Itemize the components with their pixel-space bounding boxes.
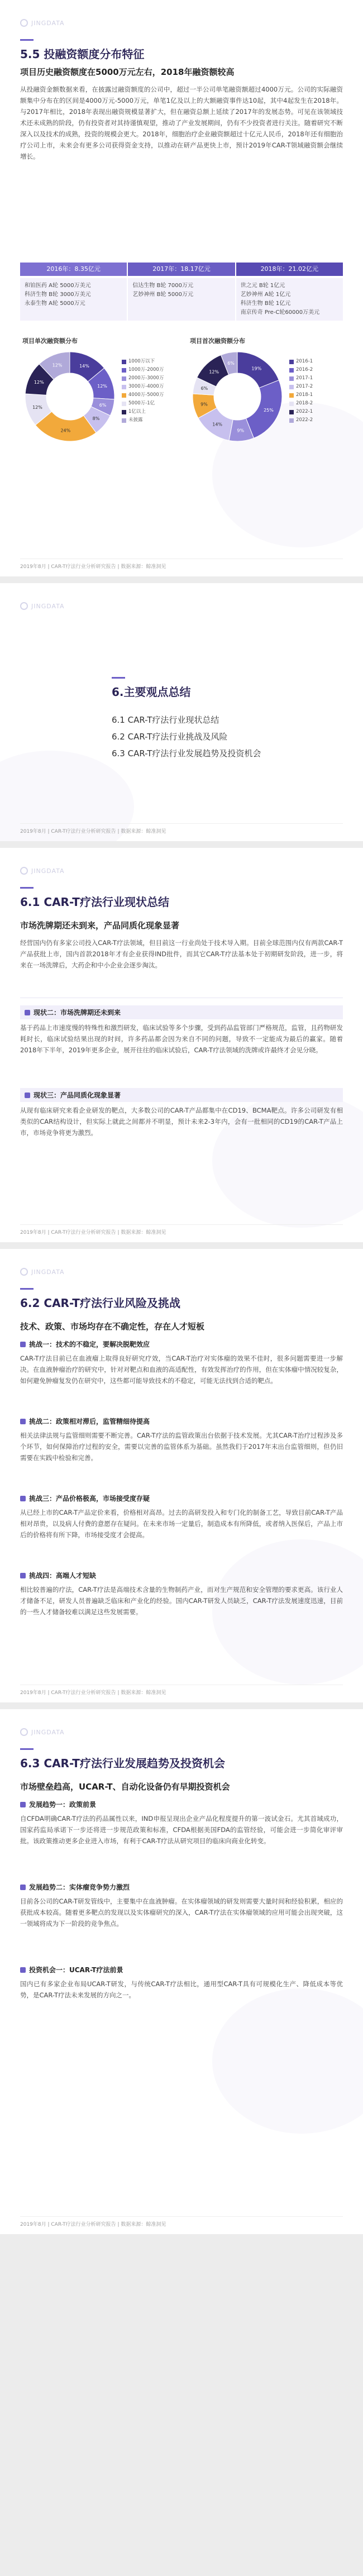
subsection-label: 发展趋势二：实体瘤竞争势力激烈 <box>29 1883 130 1891</box>
timeline-entry: 艺妙神州 A轮 1亿元 <box>240 292 291 298</box>
bullet-icon <box>20 1967 26 1973</box>
legend-swatch <box>289 385 294 389</box>
section-lead: 市场壁垒趋高，UCAR-T、自动化设备仍有早期投资机会 <box>20 1782 230 1792</box>
timeline-col-2017 <box>128 278 235 321</box>
page-footer: 2019年8月 | CAR-T疗法行业分析研究报告 | 数据来源：鲸准洞见 <box>20 1224 343 1235</box>
legend-item <box>289 357 313 366</box>
pie-data-label: 14% <box>212 422 223 427</box>
legend-item <box>122 391 164 399</box>
logo-icon <box>20 19 28 27</box>
bullet-icon <box>20 1885 26 1890</box>
subsection-paragraph: CAR-T疗法目前已在血液瘤上取得良好研究疗效，当CAR-T治疗对实体瘤的效果不佳时，很多问题需要进一步解决。在血液肿瘤治疗的研究中，针对对靶点和血液的高适配性，有效发挥治疗的作用，但在实体瘤中情况较复杂，如何避免肿瘤复发仍在研究中，这些都可能导致技术的不稳定，可能无法找到合适的靶点。 <box>20 1354 343 1385</box>
subsection-label: 发展趋势一：政策前景 <box>29 1801 97 1809</box>
pie-data-label: 19% <box>251 366 262 371</box>
legend-item <box>122 408 164 416</box>
legend-label: 2017-2 <box>296 384 313 389</box>
pie-data-label: 12% <box>52 362 63 368</box>
legend-swatch <box>289 410 294 414</box>
subsection-label: 挑战二：政策相对滞后，监管精细待提高 <box>29 1418 150 1425</box>
page-separator <box>0 841 363 848</box>
page-footer: 2019年8月 | CAR-T疗法行业分析研究报告 | 数据来源：鲸准洞见 <box>20 1685 343 1696</box>
legend-item <box>289 408 313 416</box>
subsection-title <box>20 1882 343 1892</box>
page-summary-toc <box>0 583 363 841</box>
legend-item <box>289 366 313 374</box>
legend-swatch <box>289 418 294 423</box>
timeline-entry: 信达生物 B轮 7000万元 <box>132 283 193 289</box>
legend-item <box>122 399 164 408</box>
legend-swatch <box>122 410 126 414</box>
legend-item <box>289 374 313 383</box>
watermark-text: JINGDATA <box>31 602 65 610</box>
section-title: 6.3 CAR-T疗法行业发展趋势及投资机会 <box>20 1748 225 1771</box>
toc-title: 6.主要观点总结 <box>112 677 191 699</box>
subsection-label: 现状三：产品同质化现象显著 <box>34 1091 121 1099</box>
legend-label: 2018-2 <box>296 400 313 406</box>
legend-item <box>122 416 164 424</box>
timeline-entry: 永泰生物 A轮 5000万元 <box>25 300 85 307</box>
watermark-logo <box>20 602 65 610</box>
page-footer: 2019年8月 | CAR-T疗法行业分析研究报告 | 数据来源：鲸准洞见 <box>20 2216 343 2227</box>
bullet-icon <box>25 1093 30 1098</box>
page-footer: 2019年8月 | CAR-T疗法行业分析研究报告 | 数据来源：鲸准洞见 <box>20 559 343 570</box>
timeline-entry: 南京传奇 Pre-C轮60000万美元 <box>240 309 320 316</box>
watermark-logo <box>20 1268 65 1276</box>
pie-data-label: 24% <box>60 428 71 433</box>
legend-swatch <box>289 402 294 406</box>
subsection-title <box>20 1800 343 1809</box>
timeline-entry: 艺妙神州 B轮 5000万元 <box>132 292 193 298</box>
legend-swatch <box>289 368 294 373</box>
watermark-text: JINGDATA <box>31 19 65 27</box>
pie-data-label: 8% <box>92 416 100 421</box>
pie-data-label: 9% <box>237 428 245 433</box>
section-title: 6.1 CAR-T疗法行业现状总结 <box>20 887 169 909</box>
section-lead: 项目历史融资额度在5000万元左右，2018年融资额较高 <box>20 67 235 77</box>
pie-data-label: 6% <box>99 403 107 408</box>
pie-data-label: 12% <box>209 369 219 375</box>
section-lead: 技术、政策、市场均存在不确定性，存在人才短板 <box>20 1322 205 1332</box>
timeline-entry: 和铂医药 A轮 5000万美元 <box>25 283 91 289</box>
page-separator <box>0 1702 363 1709</box>
pie-data-label: 14% <box>79 363 89 369</box>
section-lead: 市场洗牌期还未到来，产品同质化现象显著 <box>20 920 180 931</box>
subsection-label: 投资机会一：UCAR-T疗法前景 <box>29 1966 123 1974</box>
page-separator <box>0 1242 363 1249</box>
page-industry-status <box>0 848 363 1242</box>
subsection-title <box>20 1416 343 1426</box>
pie-chart-single-financing <box>22 349 117 444</box>
subsection-title <box>20 1571 343 1580</box>
subsection-paragraph: 自CFDA明确CAR-T疗法的药品属性以来，IND申报呈现出企业产品化程度提升的第一波试金石。尤其首域成功，国家药监局承诺下一步还将进一步规范政策和标准，CFDA根据美国FDA的监管经验，可能会进一步简化审评审批。该政策推动更多企业进入市场，有利于CAR-T疗法从研究项目的临床向商业化转变。 <box>20 1815 343 1845</box>
watermark-logo <box>20 19 65 27</box>
pie-data-label: 25% <box>264 408 274 413</box>
subsection-title <box>20 1339 343 1349</box>
chart2-legend <box>289 357 313 424</box>
logo-icon <box>20 867 28 875</box>
page-trends-opportunities <box>0 1709 363 2234</box>
legend-item <box>122 383 164 391</box>
whale-watermark <box>212 1988 363 2134</box>
legend-item <box>289 399 313 408</box>
subsection-label: 现状二：市场洗牌期还未到来 <box>34 1009 121 1017</box>
legend-swatch <box>122 360 126 364</box>
pie-data-label: 6% <box>227 361 235 366</box>
chart1-title: 项目单次融资额分布 <box>22 337 78 345</box>
legend-swatch <box>122 393 126 398</box>
legend-label: 2017-1 <box>296 375 313 381</box>
watermark-logo <box>20 1728 65 1736</box>
legend-label: 3000万-4000万 <box>128 384 164 389</box>
subsection-title <box>20 1005 343 1019</box>
subsection-label: 挑战四：高端人才短缺 <box>29 1572 97 1580</box>
legend-swatch <box>122 402 126 406</box>
subsection-label: 挑战一：技术的不稳定，要解决脱靶效应 <box>29 1341 150 1348</box>
legend-swatch <box>122 368 126 373</box>
pie-data-label: 9% <box>200 402 208 407</box>
legend-label: 2016-2 <box>296 367 313 373</box>
legend-label: 2018-1 <box>296 392 313 398</box>
legend-item <box>122 374 164 383</box>
legend-label: 2022-2 <box>296 417 313 423</box>
legend-swatch <box>122 385 126 389</box>
legend-item <box>289 383 313 391</box>
section-title: 5.5 投融资额度分布特征 <box>20 39 144 61</box>
legend-swatch <box>122 376 126 381</box>
chart1-legend <box>122 357 164 424</box>
legend-item <box>289 416 313 424</box>
timeline-year-2018: 2018年：21.02亿元 <box>236 263 343 276</box>
page-separator <box>0 576 363 583</box>
subsection-title <box>20 1965 343 1974</box>
logo-icon <box>20 602 28 610</box>
pie-data-label: 12% <box>32 404 42 410</box>
page-investment-distribution <box>0 0 363 576</box>
section-paragraph: 经营国内仍有多家公司投入CAR-T疗法领域，但目前这一行业尚处于技术导入期。目前全球范围内仅有两款CAR-T产品获批上市，国内首款2018年才有企业获得IND批件，而其它CAR-T疗法基本处于初期研发阶段，进一步，将来在一场洗牌后，大药企和中小企业会逐步淘汰。 <box>20 939 343 969</box>
timeline-entry: 世之元 B轮 1亿元 <box>240 283 285 289</box>
bullet-icon <box>20 1573 26 1578</box>
section-paragraph: 从投融资金额数据来看，在披露过融资额度的公司中，超过一半公司单笔融资额超过4000万元。公司的实际融资额集中分布在的区间是4000万元-5000万元，单笔1亿及以上的大额融资事件达10起，其中4起发生在2018年。与2017年相比，2018年表现出融资规模显著扩大，但在融资总额上延续了2017年的发展态势。可见在该领域技术还未成熟的阶段，仍有投资者对其持谨慎观望，推动了产业发展期间，仍有不少投资者进行关注。随着研究不断深入以及技术的成熟，投资的规模会更大。2018年，细胞治疗企业融资额超过十亿元人民币，2018年还有细胞治疗公司上市，未来会有更多公司获得资金支持，以推动在研产品更快上市，预计2019年CAR-T领域融资额会继续增长。 <box>20 85 343 160</box>
pie-data-label: 6% <box>200 385 208 391</box>
timeline-col-2018 <box>236 278 343 321</box>
toc-item-6-3[interactable]: 6.3 CAR-T疗法行业发展趋势及投资机会 <box>112 748 261 759</box>
watermark-text: JINGDATA <box>31 867 65 875</box>
funding-timeline <box>20 263 343 321</box>
pie-data-label: 12% <box>34 380 44 385</box>
watermark-text: JINGDATA <box>31 1268 65 1276</box>
timeline-entry: 科济生物 B轮 3000万美元 <box>25 292 91 298</box>
legend-item <box>122 366 164 374</box>
subsection-paragraph: 目前各公司的CAR-T研发管线中，主要集中在血液肿瘤。在实体瘤领域的研发则需要大量时间和经验积累，相应的获批成本较高。随着更多靶点的发现以及实体瘤研究的深入，CAR-T疗法在实体瘤领域的应用可能会出现突破，这一领域将成为下一阶段的竞争焦点。 <box>20 1897 343 1928</box>
timeline-entry: 科济生物 B轮 1亿元 <box>240 300 291 307</box>
legend-swatch <box>289 393 294 398</box>
legend-label: 2016-1 <box>296 359 313 364</box>
subsection-title <box>20 1088 343 1102</box>
legend-label: 5000万-1亿 <box>128 400 155 406</box>
subsection-paragraph: 国内已有多家企业布局UCAR-T研发，与传统CAR-T疗法相比，通用型CAR-T具有可规模化生产、降低成本等优势，是CAR-T疗法未来发展的方向之一。 <box>20 1980 343 1999</box>
legend-label: 2000万-3000万 <box>128 375 164 381</box>
subsection-label: 挑战三：产品价格极高，市场接受度存疑 <box>29 1495 150 1502</box>
bullet-icon <box>20 1496 26 1501</box>
subsection-paragraph: 相关法律法规与监管细则需要不断完善。CAR-T疗法的监管政策出台依据于技术发展。尤其CAR-T治疗过程涉及多个环节，如何保障治疗过程的安全，需要以完善的监管体系为基础。虽然我们于2017年末出台监管细则，但仍旧需要在实践中检验和完善。 <box>20 1432 343 1462</box>
legend-label: 1000万-2000万 <box>128 367 164 373</box>
bullet-icon <box>20 1419 26 1424</box>
legend-label: 2022-1 <box>296 409 313 414</box>
legend-item <box>289 391 313 399</box>
watermark-logo <box>20 867 65 875</box>
timeline-year-2017: 2017年：18.17亿元 <box>128 263 235 276</box>
pie-chart-first-financing <box>190 349 285 444</box>
chart2-title: 项目首次融资额分布 <box>190 337 245 345</box>
subsection-title <box>20 1494 343 1503</box>
pie-data-label: 12% <box>97 384 107 389</box>
page-risks-challenges <box>0 1249 363 1702</box>
legend-swatch <box>289 360 294 364</box>
toc-list <box>112 712 261 762</box>
watermark-text: JINGDATA <box>31 1728 65 1736</box>
logo-icon <box>20 1728 28 1736</box>
legend-label: 未披露 <box>128 417 143 423</box>
timeline-year-2016: 2016年：8.35亿元 <box>20 263 127 276</box>
subsection-paragraph: 从现有临床研究来看企业研发的靶点，大多数公司的CAR-T产品都集中在CD19、BCMA靶点。许多公司研发有相类似的CAR结构设计，但实际上就此之间都并不明显，预计未来2-3年内，会有一批相同的CD19的CAR-T产品上市，市场竞争将更为激烈。 <box>20 1106 343 1137</box>
subsection-paragraph: 相比较普遍的疗法，CAR-T疗法是高端技术含量的生物制药产业，而对生产规范和安全管理的要求更高。该行业人才储备不足，研发人员普遍缺乏临床和产业化的经验。国内CAR-T研发人员缺乏，CAR-T疗法发展速度迅速，目前的一些人才储备较难以满足这些发展需要。 <box>20 1586 343 1616</box>
toc-item-6-1[interactable]: 6.1 CAR-T疗法行业现状总结 <box>112 715 219 725</box>
legend-label: 1亿以上 <box>128 409 146 414</box>
bullet-icon <box>25 1010 30 1015</box>
timeline-col-2016 <box>20 278 127 321</box>
bullet-icon <box>20 1802 26 1807</box>
bullet-icon <box>20 1342 26 1347</box>
legend-label: 4000万-5000万 <box>128 392 164 398</box>
legend-swatch <box>122 418 126 423</box>
legend-label: 1000万以下 <box>128 359 155 364</box>
toc-item-6-2[interactable]: 6.2 CAR-T疗法行业挑战及风险 <box>112 732 228 742</box>
legend-item <box>122 357 164 366</box>
logo-icon <box>20 1268 28 1276</box>
page-footer: 2019年8月 | CAR-T疗法行业分析研究报告 | 数据来源：鲸准洞见 <box>20 823 343 834</box>
subsection-paragraph: 从已经上市的CAR-T产品定价来看，价格相对高昂。过去的高研发投入和专门化的制备工艺，导致目前CAR-T产品相对昂贵，以及病人付费的意愿存在疑问。在未来市场一定量后，制造成本有所降低，或者纳入医保后，产品上市后的价格将有所下降，市场接受度才会提高。 <box>20 1509 343 1539</box>
subsection-paragraph: 基于药品上市速度慢的特殊性和激烈研发，临床试验等多个步骤，受到药品监管部门严格规范，监管，且药物研发耗时长，临床试验结果出现的时间，许多药品都会因为来自不同的问题，导致不一定能成为最后的赢家。随着2018年下半年，2019年更多企业，展开往往的临床试验后，CAR-T疗法领域的洗牌或许最终才会见分晓。 <box>20 1024 343 1054</box>
legend-swatch <box>289 376 294 381</box>
section-title: 6.2 CAR-T疗法行业风险及挑战 <box>20 1288 180 1310</box>
